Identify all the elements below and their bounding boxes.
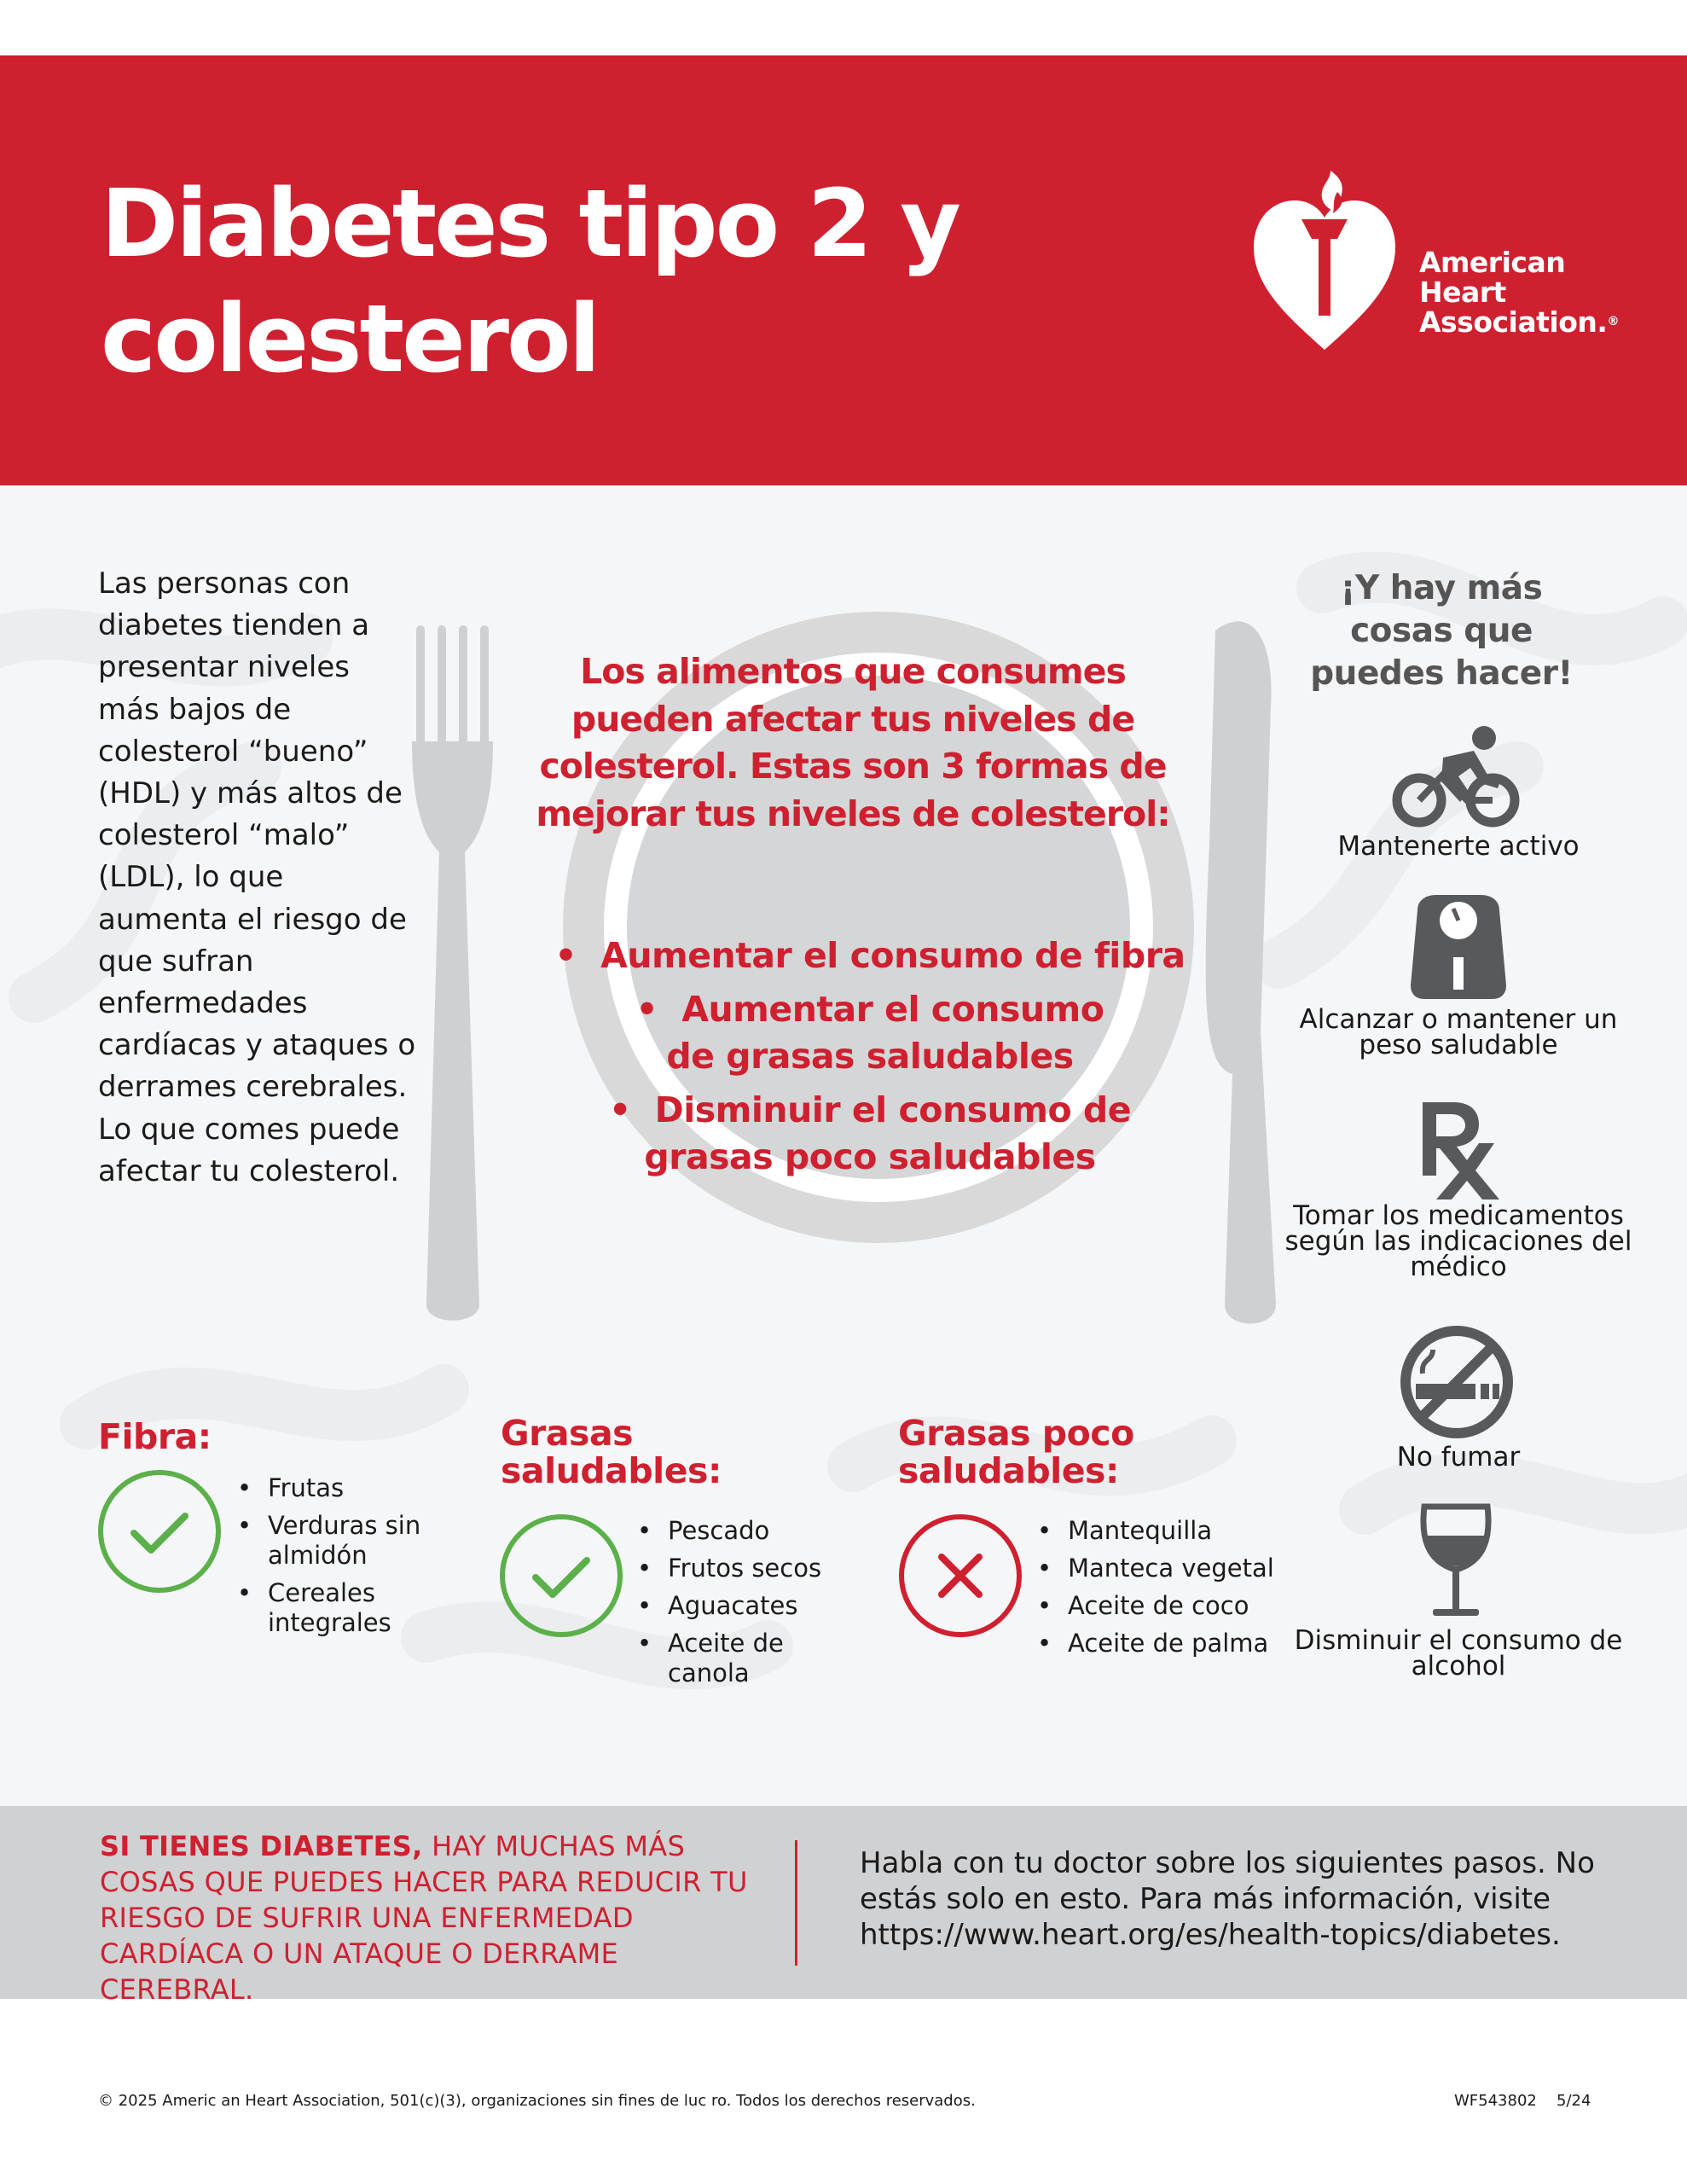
aha-heart-torch-icon — [1252, 166, 1397, 358]
healthy-fats-list — [668, 1516, 855, 1696]
list-item: • Aguacates — [668, 1591, 855, 1621]
check-icon — [498, 1513, 624, 1639]
improvement-list — [512, 932, 1228, 1188]
list-item: • Cereales integrales — [268, 1578, 455, 1638]
section-title-fibra: Fibra: — [98, 1416, 212, 1457]
list-item: • Aceite de coco — [1068, 1591, 1290, 1621]
action-label-medication: Tomar los medicamentos según las indicaciones del médico — [1284, 1200, 1632, 1282]
fibra-list — [268, 1473, 455, 1646]
action-label-no-smoking: No fumar — [1396, 1442, 1521, 1472]
logo-line-2: Heart — [1419, 276, 1506, 309]
x-icon — [897, 1513, 1023, 1639]
improvement-item: • Disminuir el consumo de grasas poco saludables — [608, 1089, 1132, 1177]
logo-line-3: Association. — [1419, 305, 1608, 339]
list-item: • Mantequilla — [1068, 1516, 1290, 1546]
band-left-bold: SI TIENES DIABETES, — [100, 1830, 423, 1862]
list-item: • Verduras sin almidón — [268, 1511, 455, 1571]
wine-glass-icon — [1417, 1502, 1494, 1621]
scale-icon — [1409, 893, 1508, 1000]
more-actions-heading: ¡Y hay más cosas que puedes hacer! — [1310, 569, 1573, 693]
list-item: • Pescado — [668, 1516, 855, 1546]
section-title-healthy-fats: Grasas saludables: — [501, 1413, 722, 1491]
action-label-active: Mantenerte activo — [1337, 831, 1580, 862]
fork-icon — [412, 625, 493, 1321]
no-smoking-icon — [1399, 1324, 1515, 1440]
action-label-weight: Alcanzar o mantener un peso saludable — [1299, 1004, 1618, 1060]
list-item: • Manteca vegetal — [1068, 1554, 1290, 1583]
list-item: • Aceite de palma — [1068, 1629, 1290, 1658]
list-item: • Aceite de canola — [668, 1629, 855, 1688]
intro-paragraph: Las personas con diabetes tienden a presentar niveles más bajos de colesterol “bueno” (HDL) y más altos de colesterol “malo” (LDL), lo que aumenta el riesgo de que sufran enfermedades cardíacas y ataques o derrames cerebrales. Lo que comes puede afectar tu colesterol. — [98, 566, 416, 1188]
aha-logo-text — [1419, 247, 1619, 337]
band-right-text: Habla con tu doctor sobre los siguientes pasos. No estás solo en esto. Para más información, visite https://www.heart.org/es/health-topics/diabetes. — [860, 1846, 1595, 1952]
action-label-alcohol: Disminuir el consumo de alcohol — [1294, 1625, 1623, 1682]
list-item: • Frutos secos — [668, 1554, 855, 1583]
page-title: Diabetes tipo 2 y colesterol — [101, 169, 959, 393]
rx-icon — [1416, 1099, 1501, 1201]
document-date: 5/24 — [1557, 2092, 1591, 2110]
copyright-text: © 2025 Americ an Heart Association, 501(c)(3), organizaciones sin fines de luc ro. Todos los derechos reservados. — [98, 2092, 976, 2110]
list-item: • Frutas — [268, 1473, 455, 1503]
registered-mark: ® — [1607, 315, 1619, 328]
unhealthy-fats-list — [1068, 1516, 1290, 1666]
band-left-rest: HAY MUCHAS MÁS COSAS QUE PUEDES HACER PARA REDUCIR TU RIESGO DE SUFRIR UNA ENFERMEDAD CARDÍACA O UN ATAQUE O DERRAME CEREBRAL. — [100, 1830, 748, 2006]
check-icon — [96, 1468, 223, 1594]
band-divider — [795, 1840, 797, 1966]
improvement-item: • Aumentar el consumo de grasas saludables — [635, 989, 1104, 1077]
improvement-item: • Aumentar el consumo de fibra — [554, 935, 1186, 976]
bicycle-icon — [1392, 723, 1520, 830]
band-left-text — [100, 1828, 765, 2007]
section-title-unhealthy-fats: Grasas poco saludables: — [898, 1413, 1134, 1491]
center-heading: Los alimentos que consumes pueden afectar tus niveles de colesterol. Estas son 3 formas de mejorar tus niveles de colesterol: — [536, 651, 1170, 834]
document-code: WF543802 — [1454, 2092, 1537, 2110]
logo-line-1: American — [1419, 246, 1566, 279]
